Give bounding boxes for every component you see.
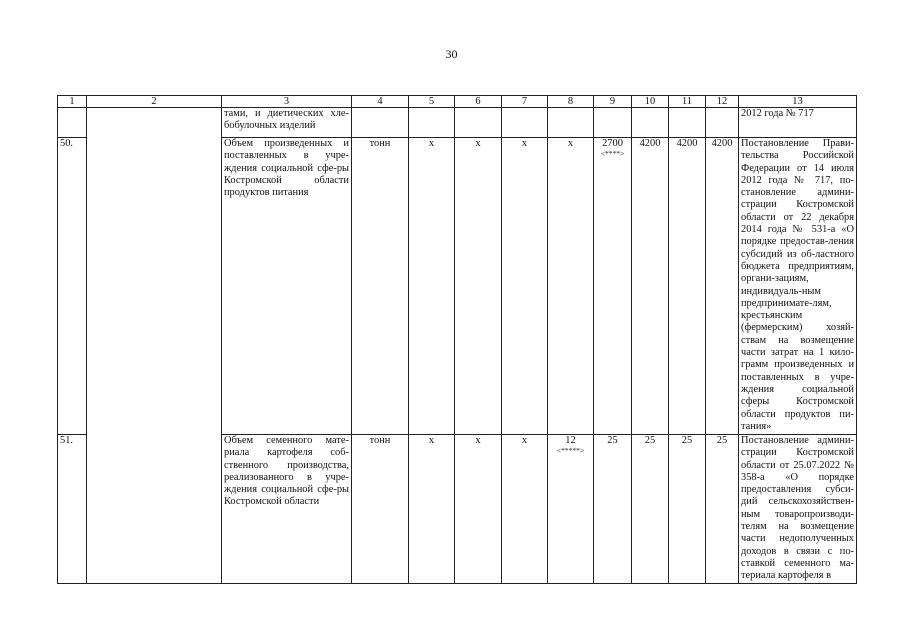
value-cell-12: 25 (706, 435, 739, 584)
col-header-9: 9 (594, 96, 632, 108)
col-header-4: 4 (352, 96, 409, 108)
column-number-row (58, 96, 857, 108)
col-header-5: 5 (409, 96, 455, 108)
merged-col-2-cell (87, 108, 222, 584)
continuation-row (58, 108, 857, 138)
col-header-6: 6 (455, 96, 502, 108)
col-header-12: 12 (706, 96, 739, 108)
value-cell-7: х (502, 435, 548, 584)
indicator-name: Объем произведенных и поставленных в учре-ждения социальной сфе-ры Костромской области продуктов питания (222, 138, 352, 435)
value-cell-9: 25 (594, 435, 632, 584)
value-cell-5: х (409, 138, 455, 435)
col-header-1: 1 (58, 96, 87, 108)
continuation-doc-cell: 2012 года № 717 (739, 108, 857, 138)
value-cell-6: х (455, 435, 502, 584)
page-number: 30 (445, 47, 458, 61)
value-cell-7: х (502, 138, 548, 435)
value-9: 2700 (602, 138, 623, 149)
value-cell-8 (548, 435, 594, 584)
row-number: 50. (58, 138, 87, 435)
footnote-marker: <****> (600, 149, 625, 159)
value-cell-10: 4200 (632, 138, 669, 435)
value-cell-10: 25 (632, 435, 669, 584)
col-header-3: 3 (222, 96, 352, 108)
unit-cell: тонн (352, 138, 409, 435)
col-header-10: 10 (632, 96, 669, 108)
value-8: 12 (565, 435, 576, 446)
value-cell-5: х (409, 435, 455, 584)
col-header-11: 11 (669, 96, 706, 108)
legal-basis-cell: Постановление админи-страции Костромской области от 25.07.2022 № 358-а «О порядке предоставления субси-дий сельскохозяйствен-ным товаропроизводи-телям на возмещение части недополученных доходов в связи с по-ставкой семенного ма-териала картофеля в (739, 435, 857, 584)
value-cell-6: х (455, 138, 502, 435)
col-header-8: 8 (548, 96, 594, 108)
col-header-2: 2 (87, 96, 222, 108)
value-cell-11: 4200 (669, 138, 706, 435)
indicators-table (57, 95, 857, 584)
value-cell-12: 4200 (706, 138, 739, 435)
unit-cell: тонн (352, 435, 409, 584)
value-cell-8: х (548, 138, 594, 435)
indicator-name: Объем семенного мате-риала картофеля соб-ственного производства, реализованного в учре-ждения социальной сфе-ры Костромской области (222, 435, 352, 584)
value-cell-11: 25 (669, 435, 706, 584)
value-cell-9 (594, 138, 632, 435)
row-number: 51. (58, 435, 87, 584)
footnote-marker: <*****> (556, 446, 585, 456)
legal-basis-cell: Постановление Прави-тельства Российской Федерации от 14 июля 2012 года № 717, по-становление админи-страции Костромской области от 22 декабря 2014 года № 531-а «О порядке предостав-ления субсидий из об-ластного бюджета предприятиям, органи-зациям, индивидуаль-ным предпринимате-лям, крестьянским (фермерским) хозяй-ствам на возмещение части затрат на 1 кило-грамм произведенных и поставленных в учре-ждения социальной сферы Костромской области продуктов пи-тания» (739, 138, 857, 435)
continuation-name-cell: тами, и диетических хле-бобулочных изделий (222, 108, 352, 138)
col-header-13: 13 (739, 96, 857, 108)
col-header-7: 7 (502, 96, 548, 108)
